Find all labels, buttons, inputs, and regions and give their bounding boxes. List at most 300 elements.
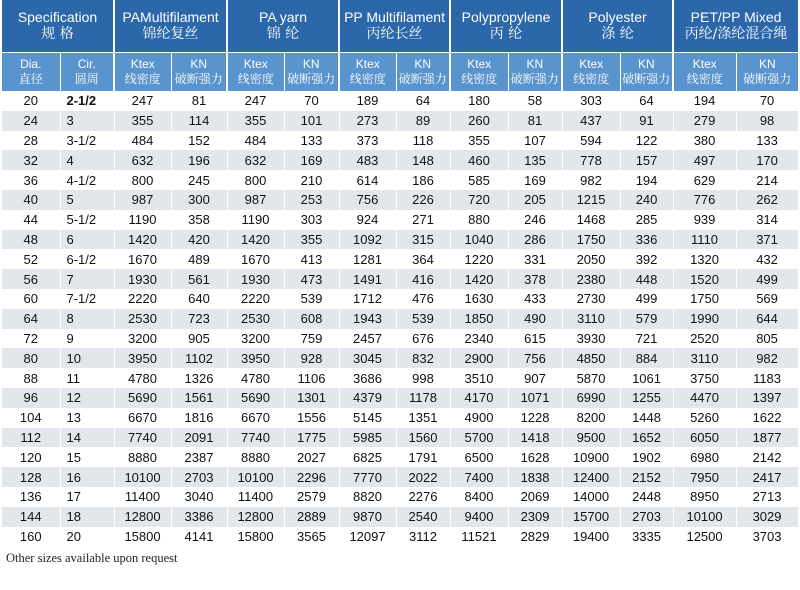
- cell-cir: 12: [60, 388, 114, 408]
- header-specification: [2, 0, 114, 53]
- cell-dia: 24: [2, 111, 60, 131]
- cell-polypropylene-ktex: 6500: [450, 447, 508, 467]
- cell-pa-multi-ktex: 484: [114, 131, 171, 151]
- cell-pp-multi-kn: 2276: [396, 487, 450, 507]
- subheader-en: KN: [637, 57, 655, 71]
- cell-polyester-kn: 336: [620, 230, 673, 250]
- cell-pa-multi-kn: 420: [171, 230, 227, 250]
- subheader-en: Cir.: [77, 57, 96, 71]
- cell-mixed-ktex: 380: [673, 131, 736, 151]
- cell-polypropylene-ktex: 3510: [450, 368, 508, 388]
- cell-pp-multi-kn: 2540: [396, 507, 450, 527]
- cell-mixed-kn: 982: [736, 348, 798, 368]
- header-pp-multifilament: [339, 0, 450, 53]
- subheader-en: Ktex: [130, 57, 155, 71]
- subheader-zh: 线密度: [124, 72, 161, 86]
- cell-cir: 3-1/2: [60, 131, 114, 151]
- cell-polyester-ktex: 2380: [562, 269, 620, 289]
- cell-cir: 10: [60, 348, 114, 368]
- cell-polypropylene-ktex: 720: [450, 190, 508, 210]
- cell-pa-yarn-ktex: 2220: [227, 289, 284, 309]
- header-pet-pp-mixed: [673, 0, 798, 53]
- cell-pa-yarn-ktex: 355: [227, 111, 284, 131]
- cell-cir: 11: [60, 368, 114, 388]
- table-row: [2, 230, 798, 250]
- cell-pa-yarn-kn: 1301: [284, 388, 339, 408]
- table-body: [2, 91, 798, 546]
- cell-mixed-ktex: 939: [673, 210, 736, 230]
- cell-polyester-kn: 721: [620, 329, 673, 349]
- subheader-zh: 线密度: [461, 72, 498, 86]
- header-en: PAMultifilament: [122, 9, 219, 25]
- cell-polypropylene-kn: 756: [508, 348, 562, 368]
- cell-pa-multi-kn: 2387: [171, 447, 227, 467]
- cell-polyester-ktex: 4850: [562, 348, 620, 368]
- cell-pa-yarn-ktex: 15800: [227, 527, 284, 547]
- cell-pp-multi-ktex: 1943: [339, 309, 396, 329]
- cell-pp-multi-ktex: 7770: [339, 467, 396, 487]
- cell-mixed-kn: 805: [736, 329, 798, 349]
- cell-pa-multi-kn: 1816: [171, 408, 227, 428]
- cell-pa-yarn-ktex: 1930: [227, 269, 284, 289]
- cell-pp-multi-kn: 226: [396, 190, 450, 210]
- cell-pa-multi-kn: 2091: [171, 428, 227, 448]
- cell-pa-yarn-kn: 1556: [284, 408, 339, 428]
- table-row: [2, 368, 798, 388]
- cell-polypropylene-ktex: 8400: [450, 487, 508, 507]
- cell-dia: 56: [2, 269, 60, 289]
- cell-polyester-ktex: 19400: [562, 527, 620, 547]
- cell-polypropylene-ktex: 1630: [450, 289, 508, 309]
- table-row: [2, 487, 798, 507]
- cell-mixed-ktex: 629: [673, 170, 736, 190]
- cell-pp-multi-kn: 3112: [396, 527, 450, 547]
- header-zh: 规 格: [41, 26, 74, 42]
- cell-mixed-kn: 1397: [736, 388, 798, 408]
- cell-pp-multi-kn: 476: [396, 289, 450, 309]
- cell-pa-multi-kn: 358: [171, 210, 227, 230]
- cell-mixed-kn: 2417: [736, 467, 798, 487]
- rope-spec-table: [2, 0, 799, 546]
- cell-pa-yarn-kn: 253: [284, 190, 339, 210]
- cell-pa-multi-kn: 4141: [171, 527, 227, 547]
- cell-polypropylene-ktex: 2340: [450, 329, 508, 349]
- cell-polypropylene-kn: 2829: [508, 527, 562, 547]
- cell-cir: 6-1/2: [60, 249, 114, 269]
- table-row: [2, 388, 798, 408]
- cell-polypropylene-kn: 286: [508, 230, 562, 250]
- cell-polypropylene-ktex: 460: [450, 150, 508, 170]
- subheader-en: KN: [526, 57, 544, 71]
- cell-pa-multi-kn: 2703: [171, 467, 227, 487]
- cell-polyester-kn: 157: [620, 150, 673, 170]
- cell-polyester-ktex: 14000: [562, 487, 620, 507]
- cell-polyester-kn: 1448: [620, 408, 673, 428]
- cell-cir: 20: [60, 527, 114, 547]
- cell-pp-multi-kn: 1178: [396, 388, 450, 408]
- cell-pa-yarn-kn: 210: [284, 170, 339, 190]
- cell-cir: 7-1/2: [60, 289, 114, 309]
- cell-dia: 120: [2, 447, 60, 467]
- cell-polyester-kn: 285: [620, 210, 673, 230]
- header-en: Polyester: [588, 9, 647, 25]
- cell-mixed-kn: 3029: [736, 507, 798, 527]
- cell-pp-multi-ktex: 12097: [339, 527, 396, 547]
- cell-pa-multi-ktex: 3200: [114, 329, 171, 349]
- cell-dia: 88: [2, 368, 60, 388]
- cell-pa-yarn-kn: 473: [284, 269, 339, 289]
- cell-cir: 7: [60, 269, 114, 289]
- cell-pa-yarn-ktex: 484: [227, 131, 284, 151]
- cell-polypropylene-ktex: 9400: [450, 507, 508, 527]
- cell-pa-yarn-kn: 303: [284, 210, 339, 230]
- cell-dia: 64: [2, 309, 60, 329]
- cell-pp-multi-ktex: 8820: [339, 487, 396, 507]
- cell-pa-multi-kn: 489: [171, 249, 227, 269]
- cell-mixed-ktex: 2520: [673, 329, 736, 349]
- cell-pp-multi-kn: 676: [396, 329, 450, 349]
- cell-cir: 5-1/2: [60, 210, 114, 230]
- cell-pa-multi-kn: 1102: [171, 348, 227, 368]
- cell-dia: 72: [2, 329, 60, 349]
- header-en: Polypropylene: [461, 9, 551, 25]
- cell-polyester-ktex: 1750: [562, 230, 620, 250]
- cell-pp-multi-ktex: 373: [339, 131, 396, 151]
- cell-polyester-ktex: 2050: [562, 249, 620, 269]
- cell-mixed-ktex: 10100: [673, 507, 736, 527]
- cell-pa-multi-ktex: 987: [114, 190, 171, 210]
- cell-dia: 28: [2, 131, 60, 151]
- subheader-zh: 线密度: [686, 72, 723, 86]
- cell-pp-multi-ktex: 924: [339, 210, 396, 230]
- header-en: PET/PP Mixed: [690, 9, 782, 25]
- subheader-en: KN: [302, 57, 320, 71]
- cell-pa-yarn-ktex: 2530: [227, 309, 284, 329]
- cell-polypropylene-kn: 246: [508, 210, 562, 230]
- table-row: [2, 309, 798, 329]
- cell-mixed-kn: 98: [736, 111, 798, 131]
- cell-pa-yarn-kn: 133: [284, 131, 339, 151]
- cell-mixed-kn: 214: [736, 170, 798, 190]
- table-row: [2, 111, 798, 131]
- cell-pp-multi-kn: 64: [396, 91, 450, 111]
- table-row: [2, 408, 798, 428]
- subheader-en: KN: [190, 57, 208, 71]
- cell-pa-multi-kn: 300: [171, 190, 227, 210]
- subheader-zh: 线密度: [573, 72, 610, 86]
- header-en: PA yarn: [259, 9, 308, 25]
- cell-pp-multi-ktex: 1712: [339, 289, 396, 309]
- cell-pa-multi-kn: 196: [171, 150, 227, 170]
- cell-pa-yarn-ktex: 4780: [227, 368, 284, 388]
- cell-polyester-kn: 2448: [620, 487, 673, 507]
- subheader-ktex: [562, 53, 620, 92]
- cell-polypropylene-kn: 615: [508, 329, 562, 349]
- cell-pa-yarn-kn: 2889: [284, 507, 339, 527]
- table-row: [2, 467, 798, 487]
- table-row: [2, 428, 798, 448]
- cell-pa-multi-ktex: 1420: [114, 230, 171, 250]
- cell-pa-yarn-ktex: 3950: [227, 348, 284, 368]
- cell-dia: 80: [2, 348, 60, 368]
- cell-dia: 136: [2, 487, 60, 507]
- cell-polypropylene-kn: 169: [508, 170, 562, 190]
- cell-polyester-kn: 194: [620, 170, 673, 190]
- cell-mixed-ktex: 1750: [673, 289, 736, 309]
- cell-dia: 36: [2, 170, 60, 190]
- cell-mixed-ktex: 279: [673, 111, 736, 131]
- cell-dia: 44: [2, 210, 60, 230]
- cell-pa-yarn-ktex: 3200: [227, 329, 284, 349]
- table-row: [2, 131, 798, 151]
- cell-mixed-ktex: 12500: [673, 527, 736, 547]
- cell-pp-multi-kn: 1351: [396, 408, 450, 428]
- cell-mixed-kn: 1622: [736, 408, 798, 428]
- cell-pa-multi-ktex: 10100: [114, 467, 171, 487]
- subheader-cir: [60, 53, 114, 92]
- subheader-zh: 破断强力: [398, 72, 447, 86]
- header-en: Specification: [17, 9, 98, 25]
- cell-mixed-ktex: 776: [673, 190, 736, 210]
- cell-polypropylene-ktex: 1420: [450, 269, 508, 289]
- cell-polyester-ktex: 982: [562, 170, 620, 190]
- header-en: PP Multifilament: [344, 9, 445, 25]
- cell-polyester-kn: 3335: [620, 527, 673, 547]
- cell-mixed-ktex: 1990: [673, 309, 736, 329]
- cell-pa-multi-ktex: 247: [114, 91, 171, 111]
- subheader-zh: 破断强力: [743, 72, 792, 86]
- cell-polypropylene-ktex: 355: [450, 131, 508, 151]
- spec-table-wrapper: [2, 0, 798, 566]
- cell-pp-multi-kn: 416: [396, 269, 450, 289]
- cell-polyester-kn: 91: [620, 111, 673, 131]
- cell-pa-yarn-kn: 2027: [284, 447, 339, 467]
- cell-polypropylene-ktex: 1850: [450, 309, 508, 329]
- cell-pa-multi-kn: 640: [171, 289, 227, 309]
- cell-polypropylene-kn: 1228: [508, 408, 562, 428]
- cell-dia: 52: [2, 249, 60, 269]
- subheader-en: Ktex: [467, 57, 492, 71]
- cell-mixed-ktex: 8950: [673, 487, 736, 507]
- cell-pp-multi-kn: 186: [396, 170, 450, 190]
- subheader-zh: 线密度: [349, 72, 386, 86]
- cell-polyester-kn: 2152: [620, 467, 673, 487]
- cell-pa-yarn-ktex: 10100: [227, 467, 284, 487]
- cell-polyester-ktex: 1468: [562, 210, 620, 230]
- cell-mixed-ktex: 3110: [673, 348, 736, 368]
- cell-dia: 32: [2, 150, 60, 170]
- cell-pa-multi-ktex: 2220: [114, 289, 171, 309]
- subheader-en: KN: [758, 57, 776, 71]
- cell-mixed-kn: 569: [736, 289, 798, 309]
- cell-pa-yarn-ktex: 1670: [227, 249, 284, 269]
- cell-cir: 6: [60, 230, 114, 250]
- header-zh: 丙 纶: [489, 26, 523, 42]
- cell-mixed-kn: 499: [736, 269, 798, 289]
- cell-polyester-kn: 1255: [620, 388, 673, 408]
- cell-mixed-kn: 1877: [736, 428, 798, 448]
- cell-pa-multi-kn: 905: [171, 329, 227, 349]
- cell-dia: 104: [2, 408, 60, 428]
- cell-pp-multi-kn: 148: [396, 150, 450, 170]
- cell-polypropylene-kn: 2069: [508, 487, 562, 507]
- cell-mixed-ktex: 5260: [673, 408, 736, 428]
- cell-polypropylene-kn: 135: [508, 150, 562, 170]
- cell-pa-multi-ktex: 1670: [114, 249, 171, 269]
- cell-pa-multi-ktex: 6670: [114, 408, 171, 428]
- cell-polypropylene-ktex: 585: [450, 170, 508, 190]
- cell-pa-yarn-kn: 3565: [284, 527, 339, 547]
- cell-pa-yarn-ktex: 6670: [227, 408, 284, 428]
- cell-pp-multi-ktex: 189: [339, 91, 396, 111]
- subheader-kn: [508, 53, 562, 92]
- table-row: [2, 507, 798, 527]
- cell-cir: 17: [60, 487, 114, 507]
- cell-mixed-kn: 371: [736, 230, 798, 250]
- cell-polyester-kn: 392: [620, 249, 673, 269]
- cell-polypropylene-kn: 433: [508, 289, 562, 309]
- cell-mixed-ktex: 1110: [673, 230, 736, 250]
- subheader-en: Ktex: [355, 57, 380, 71]
- cell-polypropylene-ktex: 5700: [450, 428, 508, 448]
- cell-pa-multi-ktex: 355: [114, 111, 171, 131]
- cell-polypropylene-kn: 378: [508, 269, 562, 289]
- cell-pa-multi-ktex: 4780: [114, 368, 171, 388]
- cell-pa-yarn-kn: 608: [284, 309, 339, 329]
- cell-pa-multi-ktex: 8880: [114, 447, 171, 467]
- cell-pp-multi-ktex: 9870: [339, 507, 396, 527]
- cell-pa-yarn-ktex: 7740: [227, 428, 284, 448]
- subheader-en: Ktex: [243, 57, 268, 71]
- cell-polyester-kn: 240: [620, 190, 673, 210]
- cell-mixed-ktex: 1320: [673, 249, 736, 269]
- cell-pp-multi-kn: 832: [396, 348, 450, 368]
- cell-polyester-kn: 499: [620, 289, 673, 309]
- cell-polyester-kn: 1652: [620, 428, 673, 448]
- header-row-units: [2, 53, 798, 92]
- cell-pa-yarn-kn: 70: [284, 91, 339, 111]
- cell-mixed-kn: 432: [736, 249, 798, 269]
- cell-polyester-kn: 1902: [620, 447, 673, 467]
- cell-cir: 15: [60, 447, 114, 467]
- cell-pa-multi-ktex: 11400: [114, 487, 171, 507]
- cell-pp-multi-kn: 1560: [396, 428, 450, 448]
- cell-polyester-ktex: 594: [562, 131, 620, 151]
- cell-polyester-ktex: 9500: [562, 428, 620, 448]
- cell-polypropylene-ktex: 7400: [450, 467, 508, 487]
- subheader-kn: [620, 53, 673, 92]
- cell-polypropylene-ktex: 180: [450, 91, 508, 111]
- cell-pp-multi-ktex: 614: [339, 170, 396, 190]
- cell-pa-yarn-ktex: 987: [227, 190, 284, 210]
- header-zh: 丙纶长丝: [366, 26, 423, 42]
- cell-pp-multi-kn: 271: [396, 210, 450, 230]
- cell-pa-yarn-kn: 2296: [284, 467, 339, 487]
- footnote: Other sizes available upon request: [6, 551, 178, 566]
- cell-pa-multi-ktex: 2530: [114, 309, 171, 329]
- subheader-zh: 直径: [18, 72, 43, 86]
- cell-pp-multi-ktex: 273: [339, 111, 396, 131]
- cell-pa-yarn-kn: 2579: [284, 487, 339, 507]
- table-row: [2, 447, 798, 467]
- cell-polypropylene-kn: 490: [508, 309, 562, 329]
- subheader-zh: 破断强力: [622, 72, 671, 86]
- subheader-zh: 破断强力: [287, 72, 336, 86]
- subheader-kn: [284, 53, 339, 92]
- cell-pp-multi-ktex: 5145: [339, 408, 396, 428]
- cell-pp-multi-ktex: 1491: [339, 269, 396, 289]
- cell-cir: 8: [60, 309, 114, 329]
- cell-polyester-ktex: 437: [562, 111, 620, 131]
- cell-mixed-kn: 133: [736, 131, 798, 151]
- cell-pp-multi-ktex: 3045: [339, 348, 396, 368]
- cell-pp-multi-kn: 89: [396, 111, 450, 131]
- cell-polyester-ktex: 12400: [562, 467, 620, 487]
- cell-cir: 18: [60, 507, 114, 527]
- cell-mixed-kn: 70: [736, 91, 798, 111]
- cell-mixed-ktex: 6980: [673, 447, 736, 467]
- cell-pa-multi-kn: 1326: [171, 368, 227, 388]
- cell-polypropylene-kn: 81: [508, 111, 562, 131]
- header-row-groups: [2, 0, 798, 53]
- cell-polypropylene-kn: 2309: [508, 507, 562, 527]
- cell-pa-yarn-kn: 413: [284, 249, 339, 269]
- header-zh: 锦 纶: [266, 26, 300, 42]
- cell-pa-multi-ktex: 5690: [114, 388, 171, 408]
- cell-mixed-kn: 2713: [736, 487, 798, 507]
- table-row: [2, 91, 798, 111]
- cell-dia: 112: [2, 428, 60, 448]
- cell-pa-yarn-ktex: 1190: [227, 210, 284, 230]
- cell-cir: 3: [60, 111, 114, 131]
- cell-polypropylene-ktex: 880: [450, 210, 508, 230]
- cell-pp-multi-kn: 2022: [396, 467, 450, 487]
- header-pa-yarn: [227, 0, 339, 53]
- subheader-en: KN: [414, 57, 432, 71]
- cell-polyester-kn: 2703: [620, 507, 673, 527]
- cell-pp-multi-ktex: 2457: [339, 329, 396, 349]
- cell-mixed-ktex: 497: [673, 150, 736, 170]
- cell-pa-yarn-ktex: 12800: [227, 507, 284, 527]
- cell-pa-yarn-kn: 539: [284, 289, 339, 309]
- cell-mixed-kn: 170: [736, 150, 798, 170]
- subheader-dia: [2, 53, 60, 92]
- cell-dia: 48: [2, 230, 60, 250]
- subheader-ktex: [450, 53, 508, 92]
- cell-polyester-ktex: 5870: [562, 368, 620, 388]
- header-polyester: [562, 0, 673, 53]
- cell-polypropylene-kn: 205: [508, 190, 562, 210]
- cell-polyester-kn: 448: [620, 269, 673, 289]
- cell-pa-multi-ktex: 15800: [114, 527, 171, 547]
- cell-polyester-ktex: 1215: [562, 190, 620, 210]
- cell-pa-multi-kn: 561: [171, 269, 227, 289]
- table-row: [2, 170, 798, 190]
- cell-mixed-kn: 262: [736, 190, 798, 210]
- table-row: [2, 210, 798, 230]
- cell-cir: 5: [60, 190, 114, 210]
- subheader-ktex: [339, 53, 396, 92]
- cell-polypropylene-kn: 907: [508, 368, 562, 388]
- cell-dia: 60: [2, 289, 60, 309]
- cell-pp-multi-ktex: 3686: [339, 368, 396, 388]
- subheader-ktex: [227, 53, 284, 92]
- cell-polyester-ktex: 15700: [562, 507, 620, 527]
- cell-pa-multi-kn: 245: [171, 170, 227, 190]
- cell-mixed-kn: 3703: [736, 527, 798, 547]
- cell-pa-multi-ktex: 800: [114, 170, 171, 190]
- header-zh: 涤 纶: [601, 26, 634, 42]
